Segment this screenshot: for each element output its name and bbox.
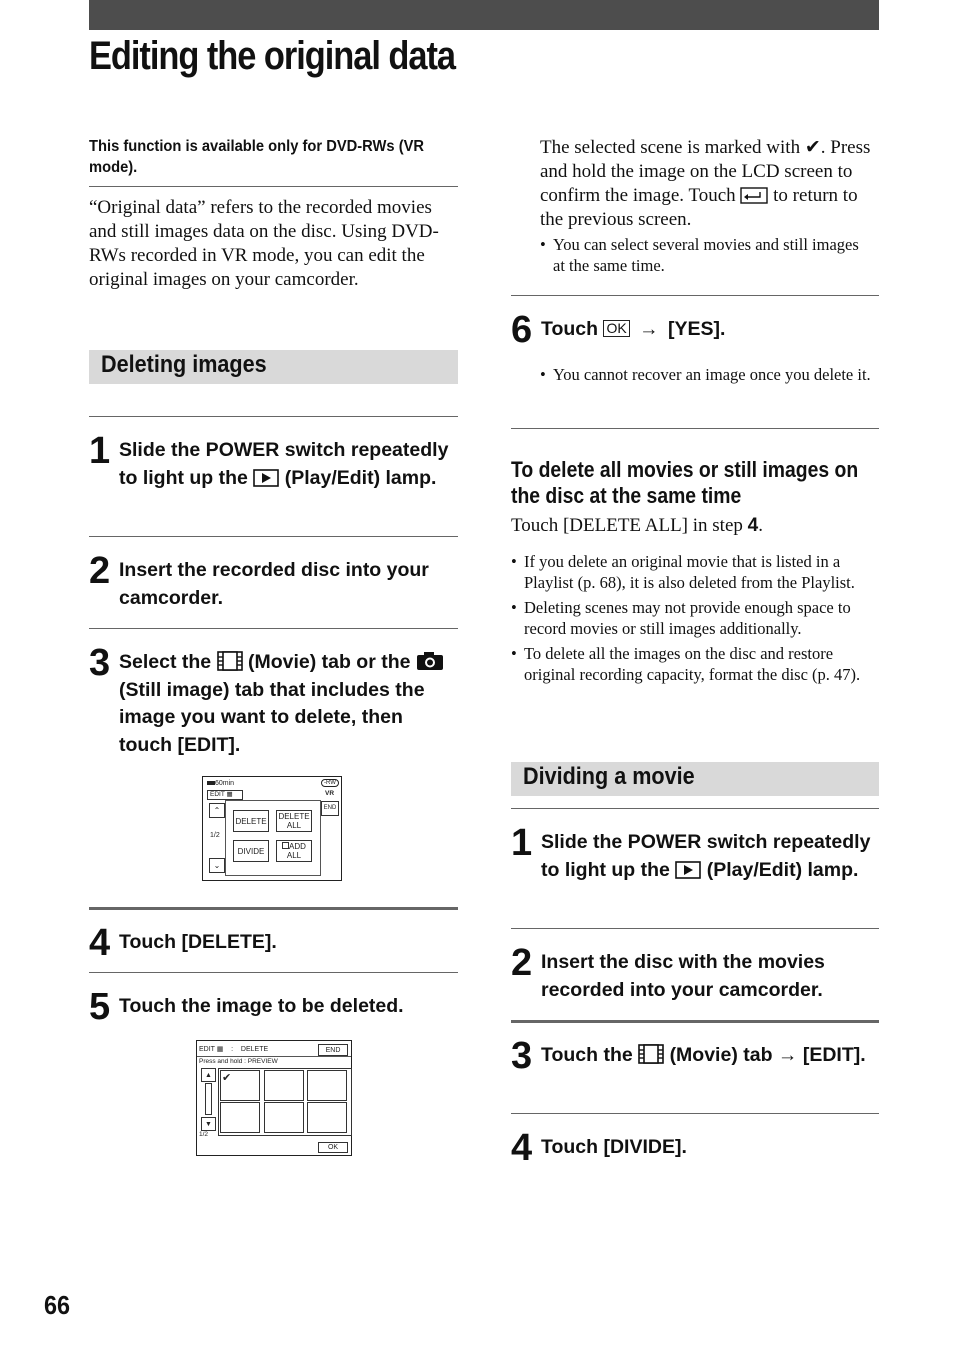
divider: [89, 416, 458, 417]
step-text: [119, 437, 459, 492]
step-text-part: Select the: [119, 651, 212, 673]
thumbnail[interactable]: [220, 1102, 260, 1133]
availability-note: This function is available only for DVD-RWs (VR mode).: [89, 138, 425, 176]
divide-button[interactable]: DIVIDE: [233, 840, 269, 862]
paragraph-text: to return to the previous screen.: [540, 185, 858, 230]
header-bar: [89, 0, 879, 30]
note-bullet: • You cannot recover an image once you delete it.: [540, 364, 873, 385]
bullet-list: [511, 551, 873, 685]
section-header-deleting: [89, 350, 458, 384]
step-text-part: Slide the POWER switch repeatedly to light up the: [541, 831, 871, 881]
step-text-part: (Play/Edit) lamp.: [284, 466, 437, 489]
step-text: Insert the recorded disc into your camcorder.: [119, 559, 429, 609]
step-text-part: (Play/Edit) lamp.: [706, 858, 859, 881]
step-text: Touch [DIVIDE].: [541, 1136, 687, 1158]
delete-button[interactable]: DELETE: [233, 810, 269, 832]
step-text-part: (Movie) tab: [669, 1044, 773, 1066]
section-title: Deleting images: [101, 351, 267, 378]
page-title: Editing the original data: [89, 34, 455, 78]
divider: [511, 1113, 879, 1114]
ok-button[interactable]: OK: [318, 1142, 348, 1153]
step-text-part: [YES].: [668, 318, 726, 340]
scroll-up-button[interactable]: ⌃: [209, 803, 225, 818]
edit-tab-label: EDIT: [210, 791, 225, 798]
playlist-icon: [282, 842, 289, 849]
marked-paragraph: [540, 136, 875, 232]
thumbnail[interactable]: [307, 1102, 347, 1133]
note-bullet: • You can select several movies and still images at the same time.: [540, 234, 873, 276]
divider: [511, 428, 879, 429]
thumbnail[interactable]: [264, 1102, 304, 1133]
step-text: [541, 1042, 881, 1070]
scrollbar[interactable]: [205, 1083, 212, 1115]
delete-all-button[interactable]: [276, 810, 312, 832]
divider: [511, 295, 879, 296]
divider: [197, 1056, 351, 1057]
step-text-part: [EDIT].: [802, 1044, 866, 1066]
battery-icon: [207, 781, 215, 785]
divider: [89, 536, 458, 537]
edit-tab[interactable]: EDIT ▦: [207, 790, 243, 800]
battery-time: 60min: [215, 780, 235, 787]
camera-icon: [416, 651, 444, 671]
intro-paragraph: “Original data” refers to the recorded movies and still images data on the disc. Using DVD-RWs recorded in VR mode, you can edit the original images on your camcorder.: [89, 197, 439, 290]
paragraph-text: The selected scene is marked with: [540, 137, 801, 158]
page-indicator: 1/2: [199, 1131, 209, 1138]
paragraph-text: .: [758, 515, 763, 536]
section-title: Dividing a movie: [523, 763, 695, 790]
step-text: Touch the image to be deleted.: [119, 995, 404, 1017]
divider: [511, 808, 879, 809]
lcd-screen-edit: [202, 776, 342, 881]
button-label: ALL: [286, 851, 302, 860]
scroll-up-button[interactable]: ▲: [201, 1068, 216, 1082]
step-text: [541, 829, 881, 884]
bullet-item: • If you delete an original movie that is listed in a Playlist (p. 68), it is also deleted from the Playlist.: [511, 551, 873, 593]
page-number: 66: [44, 1290, 71, 1320]
step-number: 1: [89, 430, 111, 472]
step-number: 2: [511, 942, 533, 984]
step-text: [119, 649, 459, 759]
scroll-down-button[interactable]: ▼: [201, 1117, 216, 1131]
divider: [89, 972, 458, 973]
play-edit-icon: [675, 861, 701, 879]
step-number: 5: [89, 986, 111, 1028]
disc-type-icon: -RW: [321, 779, 339, 787]
step-number: 3: [89, 642, 111, 684]
step-text-part: (Movie) tab or the: [247, 651, 411, 673]
mode-label: VR: [325, 790, 335, 797]
subheading: To delete all movies or still images on the disc at the same time: [511, 457, 859, 508]
preview-hint: Press and hold : PREVIEW: [199, 1058, 278, 1065]
arrow-icon: →: [777, 1044, 798, 1066]
step-number: 3: [511, 1035, 533, 1077]
divider: [511, 928, 879, 929]
edit-label: EDIT: [199, 1046, 215, 1053]
step-number: 4: [511, 1127, 533, 1169]
step-text: [541, 316, 881, 344]
step-number: 6: [511, 309, 533, 351]
divider: [89, 907, 458, 910]
paragraph-text: Touch [DELETE ALL] in step: [511, 515, 743, 536]
ok-icon: OK: [603, 320, 629, 337]
bullet-item: • Deleting scenes may not provide enough space to record movies or still images additionally.: [511, 597, 873, 639]
delete-all-instruction: [511, 514, 879, 538]
step-text: Touch [DELETE].: [119, 931, 277, 953]
check-mark-icon: ✔: [222, 1072, 232, 1084]
screen-header: EDIT ▦ : DELETE: [199, 1046, 269, 1053]
step-text-part: (Still image) tab that includes the image you want to delete, then touch [EDIT].: [119, 678, 425, 756]
step-number: 2: [89, 550, 111, 592]
check-mark-icon: ✔: [804, 137, 821, 158]
section-header-dividing: [511, 762, 879, 796]
end-button[interactable]: END: [321, 801, 339, 816]
step-number: 4: [89, 922, 111, 964]
thumbnail[interactable]: [220, 1070, 260, 1101]
battery-indicator: [207, 780, 234, 787]
movie-film-icon: [638, 1044, 664, 1064]
divider: [89, 186, 458, 187]
end-button[interactable]: END: [318, 1044, 348, 1056]
delete-label: DELETE: [240, 1046, 269, 1053]
thumbnail[interactable]: [264, 1070, 304, 1101]
button-label: ALL: [286, 821, 302, 830]
step-text-part: Touch: [541, 318, 599, 340]
thumbnail[interactable]: [307, 1070, 347, 1101]
bullet-item: • To delete all the images on the disc and restore original recording capacity, format the disc (p. 47).: [511, 643, 873, 685]
button-label: DELETE: [278, 812, 310, 821]
divider: [511, 1020, 879, 1023]
return-icon: [740, 187, 768, 204]
step-text-part: Slide the POWER switch repeatedly to light up the: [119, 439, 449, 489]
step-number: 1: [511, 822, 533, 864]
lcd-screen-delete: [196, 1040, 352, 1156]
movie-film-icon: [217, 651, 243, 671]
arrow-icon: →: [639, 318, 659, 340]
separator: :: [231, 1046, 234, 1053]
paragraph-text: . Press and hold the image on the LCD screen to confirm the image. Touch: [540, 137, 871, 206]
play-edit-icon: [253, 469, 279, 487]
page-indicator: 1/2: [210, 832, 220, 839]
step-text: Insert the disc with the movies recorded into your camcorder.: [541, 951, 825, 1001]
add-all-button[interactable]: [276, 840, 312, 862]
step-text-part: Touch the: [541, 1044, 633, 1066]
scroll-down-button[interactable]: ⌄: [209, 858, 225, 873]
divider: [89, 628, 458, 629]
button-label: ADD: [289, 842, 306, 851]
step-ref: 4: [747, 515, 759, 536]
